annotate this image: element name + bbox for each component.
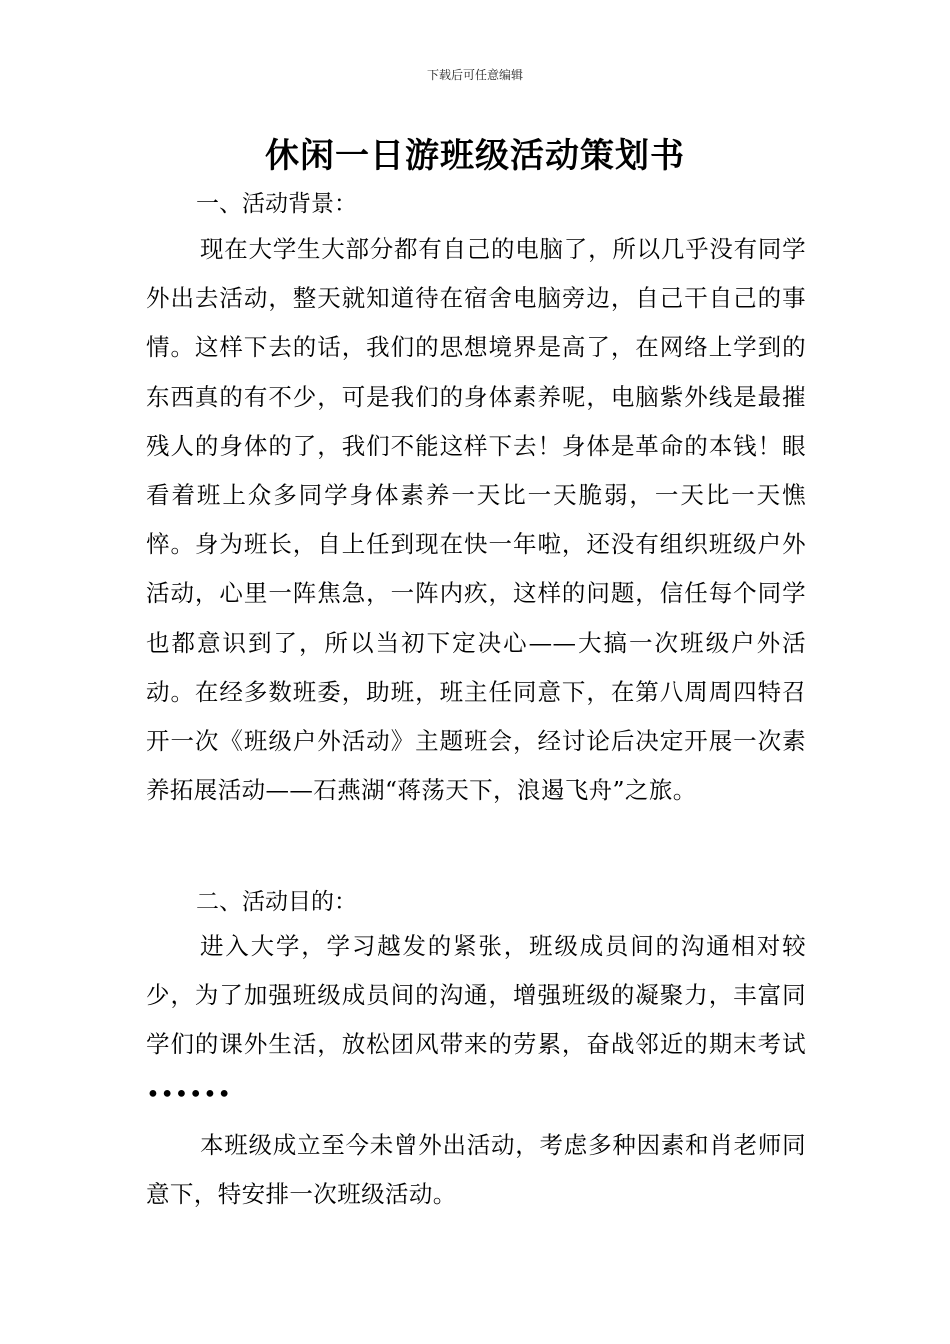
section-heading-background: 一、活动背景： <box>196 191 357 217</box>
section-heading-purpose: 二、活动目的： <box>196 889 357 915</box>
purpose-paragraph-1: 进入大学，学习越发的紧张，班级成员间的沟通相对较少，为了加强班级成员间的沟通，增强班级的凝聚力，丰富同学们的课外生活，放松团风带来的劳累，奋战邻近的期末考试•••••• <box>146 932 806 1108</box>
header-note: 下载后可任意编辑 <box>426 68 523 82</box>
purpose-paragraph-2: 本班级成立至今未曾外出活动，考虑多种因素和肖老师同意下，特安排一次班级活动。 <box>146 1131 806 1209</box>
document-title: 休闲一日游班级活动策划书 <box>265 136 685 176</box>
background-paragraph: 现在大学生大部分都有自己的电脑了，所以几乎没有同学外出去活动，整天就知道待在宿舍电脑旁边，自己干自己的事情。这样下去的话，我们的思想境界是高了，在网络上学到的东西真的有不少，可是我们的身体素养呢，电脑紫外线是最摧残人的身体的了，我们不能这样下去！身体是革命的本钱！眼看着班上众多同学身体素养一天比一天脆弱，一天比一天憔悴。身为班长，自上任到现在快一年啦，还没有组织班级户外活动，心里一阵焦急，一阵内疚，这样的问题，信任每个同学也都意识到了，所以当初下定决心——大搞一次班级户外活动。在经多数班委，助班，班主任同意下，在第八周周四特召开一次《班级户外活动》主题班会，经讨论后决定开展一次素养拓展活动——石燕湖“蒋荡天下，浪遏飞舟”之旅。 <box>146 235 806 805</box>
